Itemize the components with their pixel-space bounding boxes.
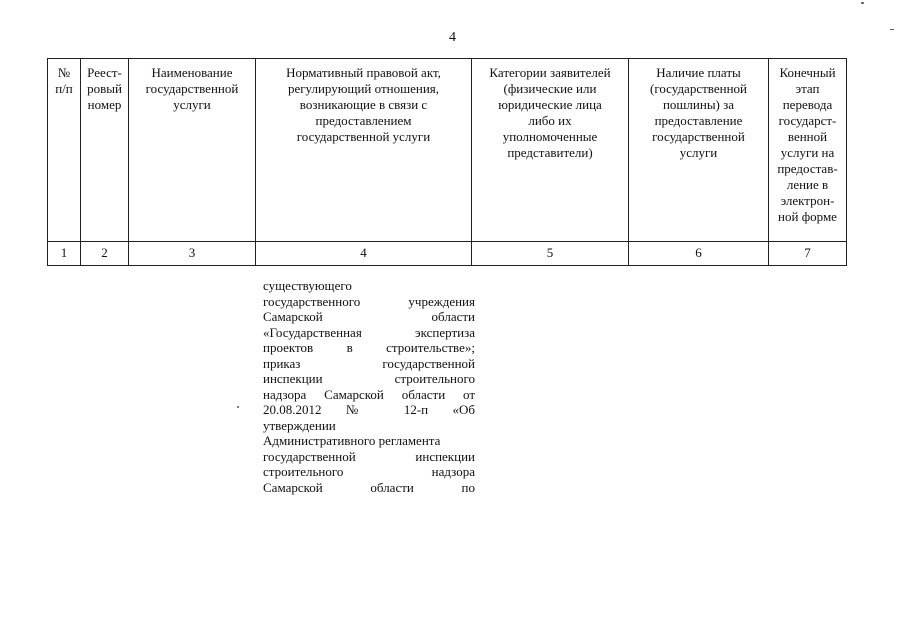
scan-speck: [237, 406, 239, 408]
header-line: предоставлением: [315, 113, 412, 128]
text-line: государственной инспекции: [263, 448, 475, 464]
header-line: возникающие в связи с: [299, 97, 428, 112]
header-line: услуги: [173, 97, 211, 112]
column-number: 3: [129, 242, 256, 266]
text-line: утверждении: [263, 417, 336, 433]
header-cell-number: [48, 59, 81, 242]
scan-speck: [890, 29, 894, 30]
table-header-row: [48, 59, 847, 242]
header-line: Реест-: [87, 65, 122, 80]
header-line: юридические лица: [498, 97, 602, 112]
text-line: строительного надзора: [263, 464, 475, 479]
header-line: либо их: [528, 113, 572, 128]
column-number: 4: [256, 242, 472, 266]
header-line: этап: [795, 81, 820, 96]
header-line: регулирующий отношения,: [287, 81, 440, 96]
header-line: предоставление: [654, 113, 743, 128]
header-line: уполномоченные: [502, 129, 598, 144]
column-number: 5: [472, 242, 629, 266]
text-line: приказ государственной: [263, 355, 475, 371]
header-line: Конечный: [779, 65, 836, 80]
header-line: государст-: [778, 113, 837, 128]
column-number-row: [48, 242, 847, 266]
text-line: существующего: [263, 278, 352, 293]
header-line: перевода: [782, 97, 833, 112]
header-cell-fee: [629, 59, 769, 242]
header-line: услуги: [679, 145, 718, 160]
page-number: 4: [449, 30, 456, 45]
text-line: Административного регламента: [263, 433, 441, 448]
header-line: ровый: [87, 81, 122, 96]
text-line: проектов в строительстве»;: [263, 340, 475, 355]
header-line: Наименование: [151, 65, 233, 80]
column-number: 7: [769, 242, 847, 266]
header-line: пошлины) за: [662, 97, 735, 112]
header-line: государственной: [145, 81, 239, 96]
header-line: п/п: [55, 81, 73, 96]
header-line: (физические или: [503, 81, 597, 96]
text-line: 20.08.2012 № 12-п «Об: [263, 402, 475, 417]
text-line: надзора Самарской области от: [263, 386, 475, 402]
header-line: Нормативный правовой акт,: [286, 65, 441, 80]
header-line: предостав-: [777, 161, 838, 176]
header-cell-service-name: [129, 59, 256, 242]
header-line: услуги на: [780, 145, 835, 160]
column-number: 6: [629, 242, 769, 266]
text-line: инспекции строительного: [263, 371, 475, 386]
header-cell-registry-number: [81, 59, 129, 242]
header-line: ление в: [786, 177, 829, 192]
text-line: Самарской области по: [263, 479, 475, 495]
header-line: государственной услуги: [296, 129, 431, 144]
header-line: ной форме: [778, 209, 837, 224]
header-line: Категории заявителей: [489, 65, 611, 80]
header-cell-electronic-stage: [769, 59, 847, 242]
text-line: государственного учреждения: [263, 293, 475, 309]
legal-act-continuation-text: [263, 278, 475, 495]
header-line: представители): [507, 145, 593, 160]
header-line: Наличие платы: [656, 65, 741, 80]
services-register-table: [47, 58, 847, 266]
header-line: №: [57, 65, 71, 80]
text-line: Самарской области: [263, 309, 475, 324]
header-line: (государственной: [650, 81, 747, 96]
header-cell-applicant-categories: [472, 59, 629, 242]
header-line: номер: [87, 97, 122, 112]
header-line: государственной: [652, 129, 745, 144]
header-line: венной: [787, 129, 828, 144]
text-line: «Государственная экспертиза: [263, 324, 475, 340]
column-number: 1: [48, 242, 81, 266]
header-cell-legal-act: [256, 59, 472, 242]
scan-speck: [861, 2, 864, 4]
column-number: 2: [81, 242, 129, 266]
header-line: электрон-: [780, 193, 835, 208]
